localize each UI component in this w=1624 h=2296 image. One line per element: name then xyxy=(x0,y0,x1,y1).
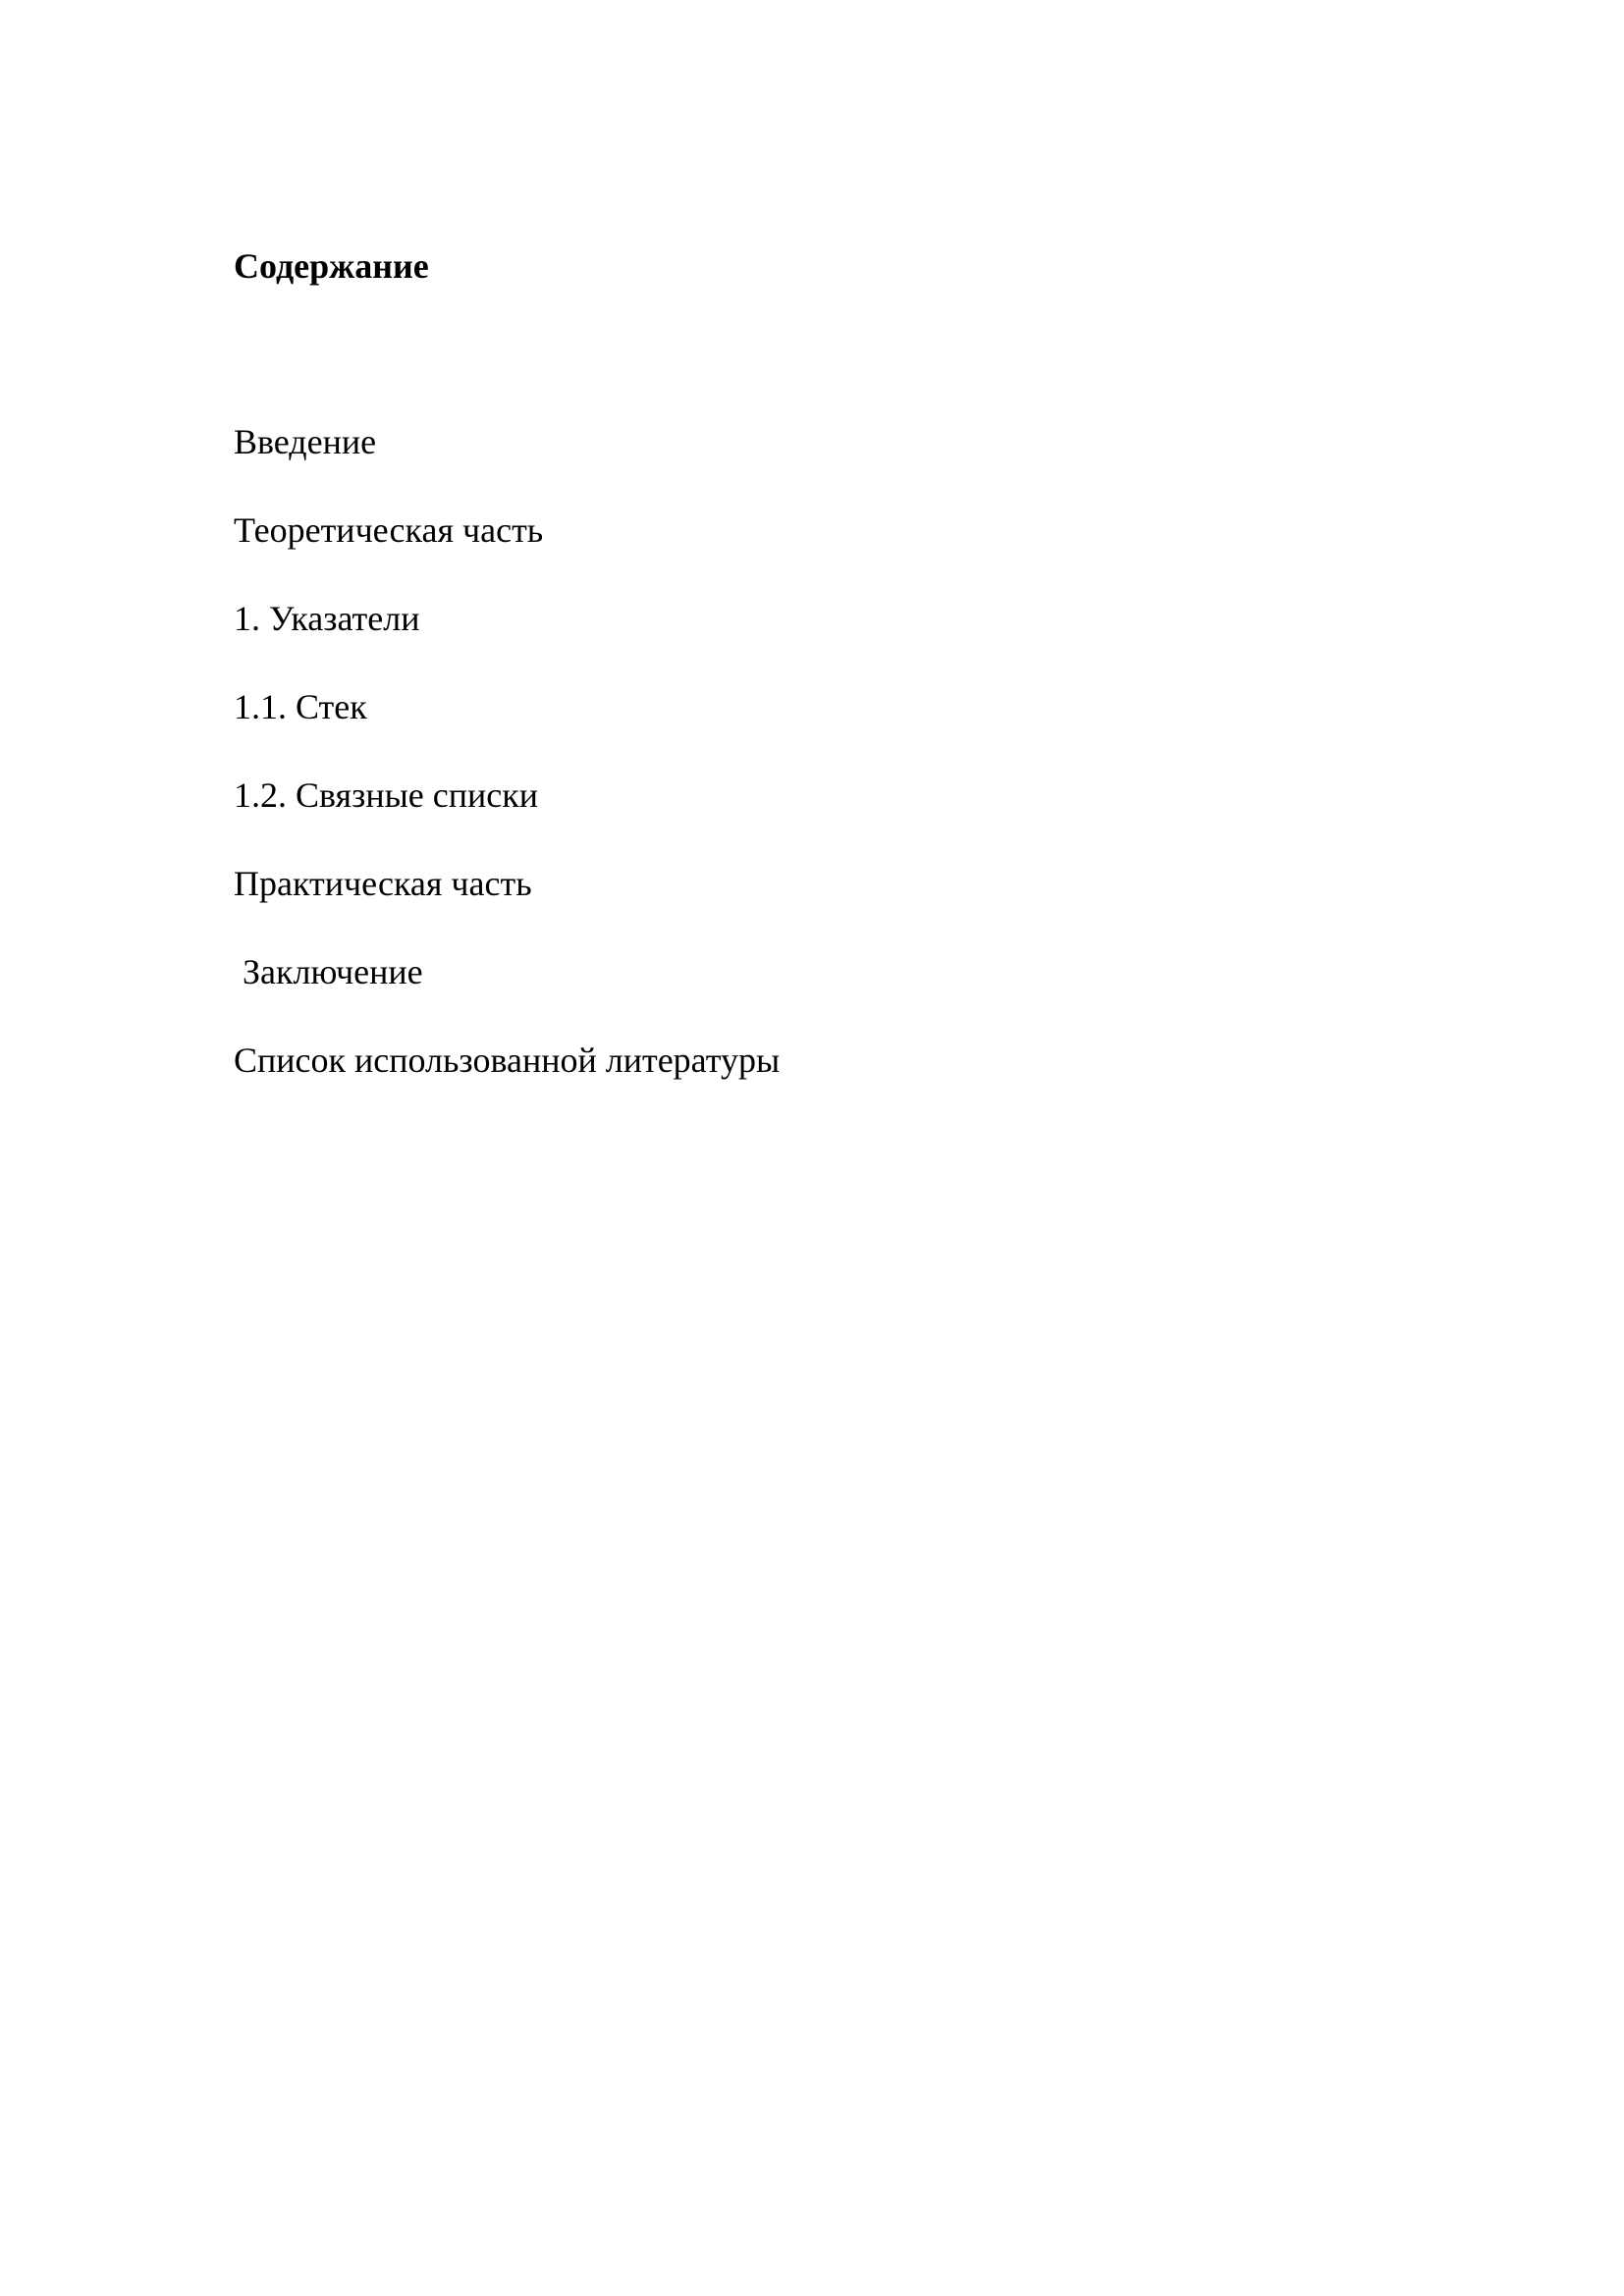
toc-item-linked-lists: 1.2. Связные списки xyxy=(234,775,538,815)
toc-item-introduction: Введение xyxy=(234,422,377,461)
toc-item-practical-part: Практическая часть xyxy=(234,864,532,903)
toc-item-conclusion: Заключение xyxy=(234,952,423,991)
toc-item-references: Список использованной литературы xyxy=(234,1041,781,1080)
toc-item-theoretical-part: Теоретическая часть xyxy=(234,510,544,550)
table-of-contents xyxy=(234,418,780,1125)
toc-item-pointers: 1. Указатели xyxy=(234,599,420,638)
toc-item-stack: 1.1. Стек xyxy=(234,687,367,726)
toc-heading: Содержание xyxy=(234,246,429,286)
